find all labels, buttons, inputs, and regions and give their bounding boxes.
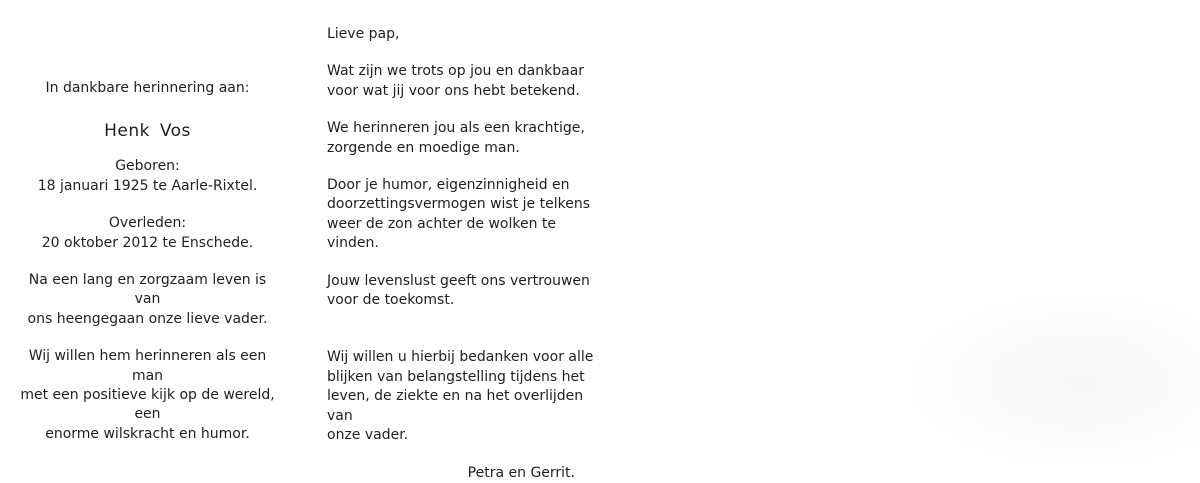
died-value: 20 oktober 2012 te Enschede. — [41, 234, 254, 251]
memorial-left-column — [20, 79, 275, 444]
born-value: 18 januari 1925 te Aarle-Rixtel. — [37, 177, 258, 194]
salutation: Lieve pap, — [327, 26, 400, 42]
right-paragraph-2: We herinneren jou als een krachtige, zorgende en moedige man. — [327, 120, 585, 156]
right-paragraph-3: Door je humor, eigenzinnigheid en doorzettingsvermogen wist je telkens weer de zon achter de wolken te vinden. — [327, 177, 590, 252]
memorial-right-column — [327, 25, 607, 483]
left-paragraph-1: Na een lang en zorgzaam leven is van ons heengegaan onze lieve vader. — [27, 272, 268, 327]
left-paragraph-2: Wij willen hem herinneren als een man met een positieve kijk op de wereld, een enorme wilskracht en humor. — [20, 348, 275, 442]
signature: Petra en Gerrit. — [467, 464, 575, 481]
faint-background-mark — [900, 290, 1200, 472]
right-paragraph-4: Jouw levenslust geeft ons vertrouwen voor de toekomst. — [327, 272, 590, 309]
right-paragraph-1: Wat zijn we trots op jou en dankbaar voor wat jij voor ons hebt betekend. — [327, 63, 585, 99]
deceased-name: Henk Vos — [104, 121, 191, 142]
born-label: Geboren: — [115, 158, 180, 175]
intro-text: In dankbare herinnering aan: — [45, 80, 250, 96]
right-paragraph-5: Wij willen u hierbij bedanken voor alle blijken van belangstelling tijdens het leven, de ziekte en na het overlijden van onze vader. — [327, 349, 594, 444]
died-label: Overleden: — [108, 215, 187, 232]
